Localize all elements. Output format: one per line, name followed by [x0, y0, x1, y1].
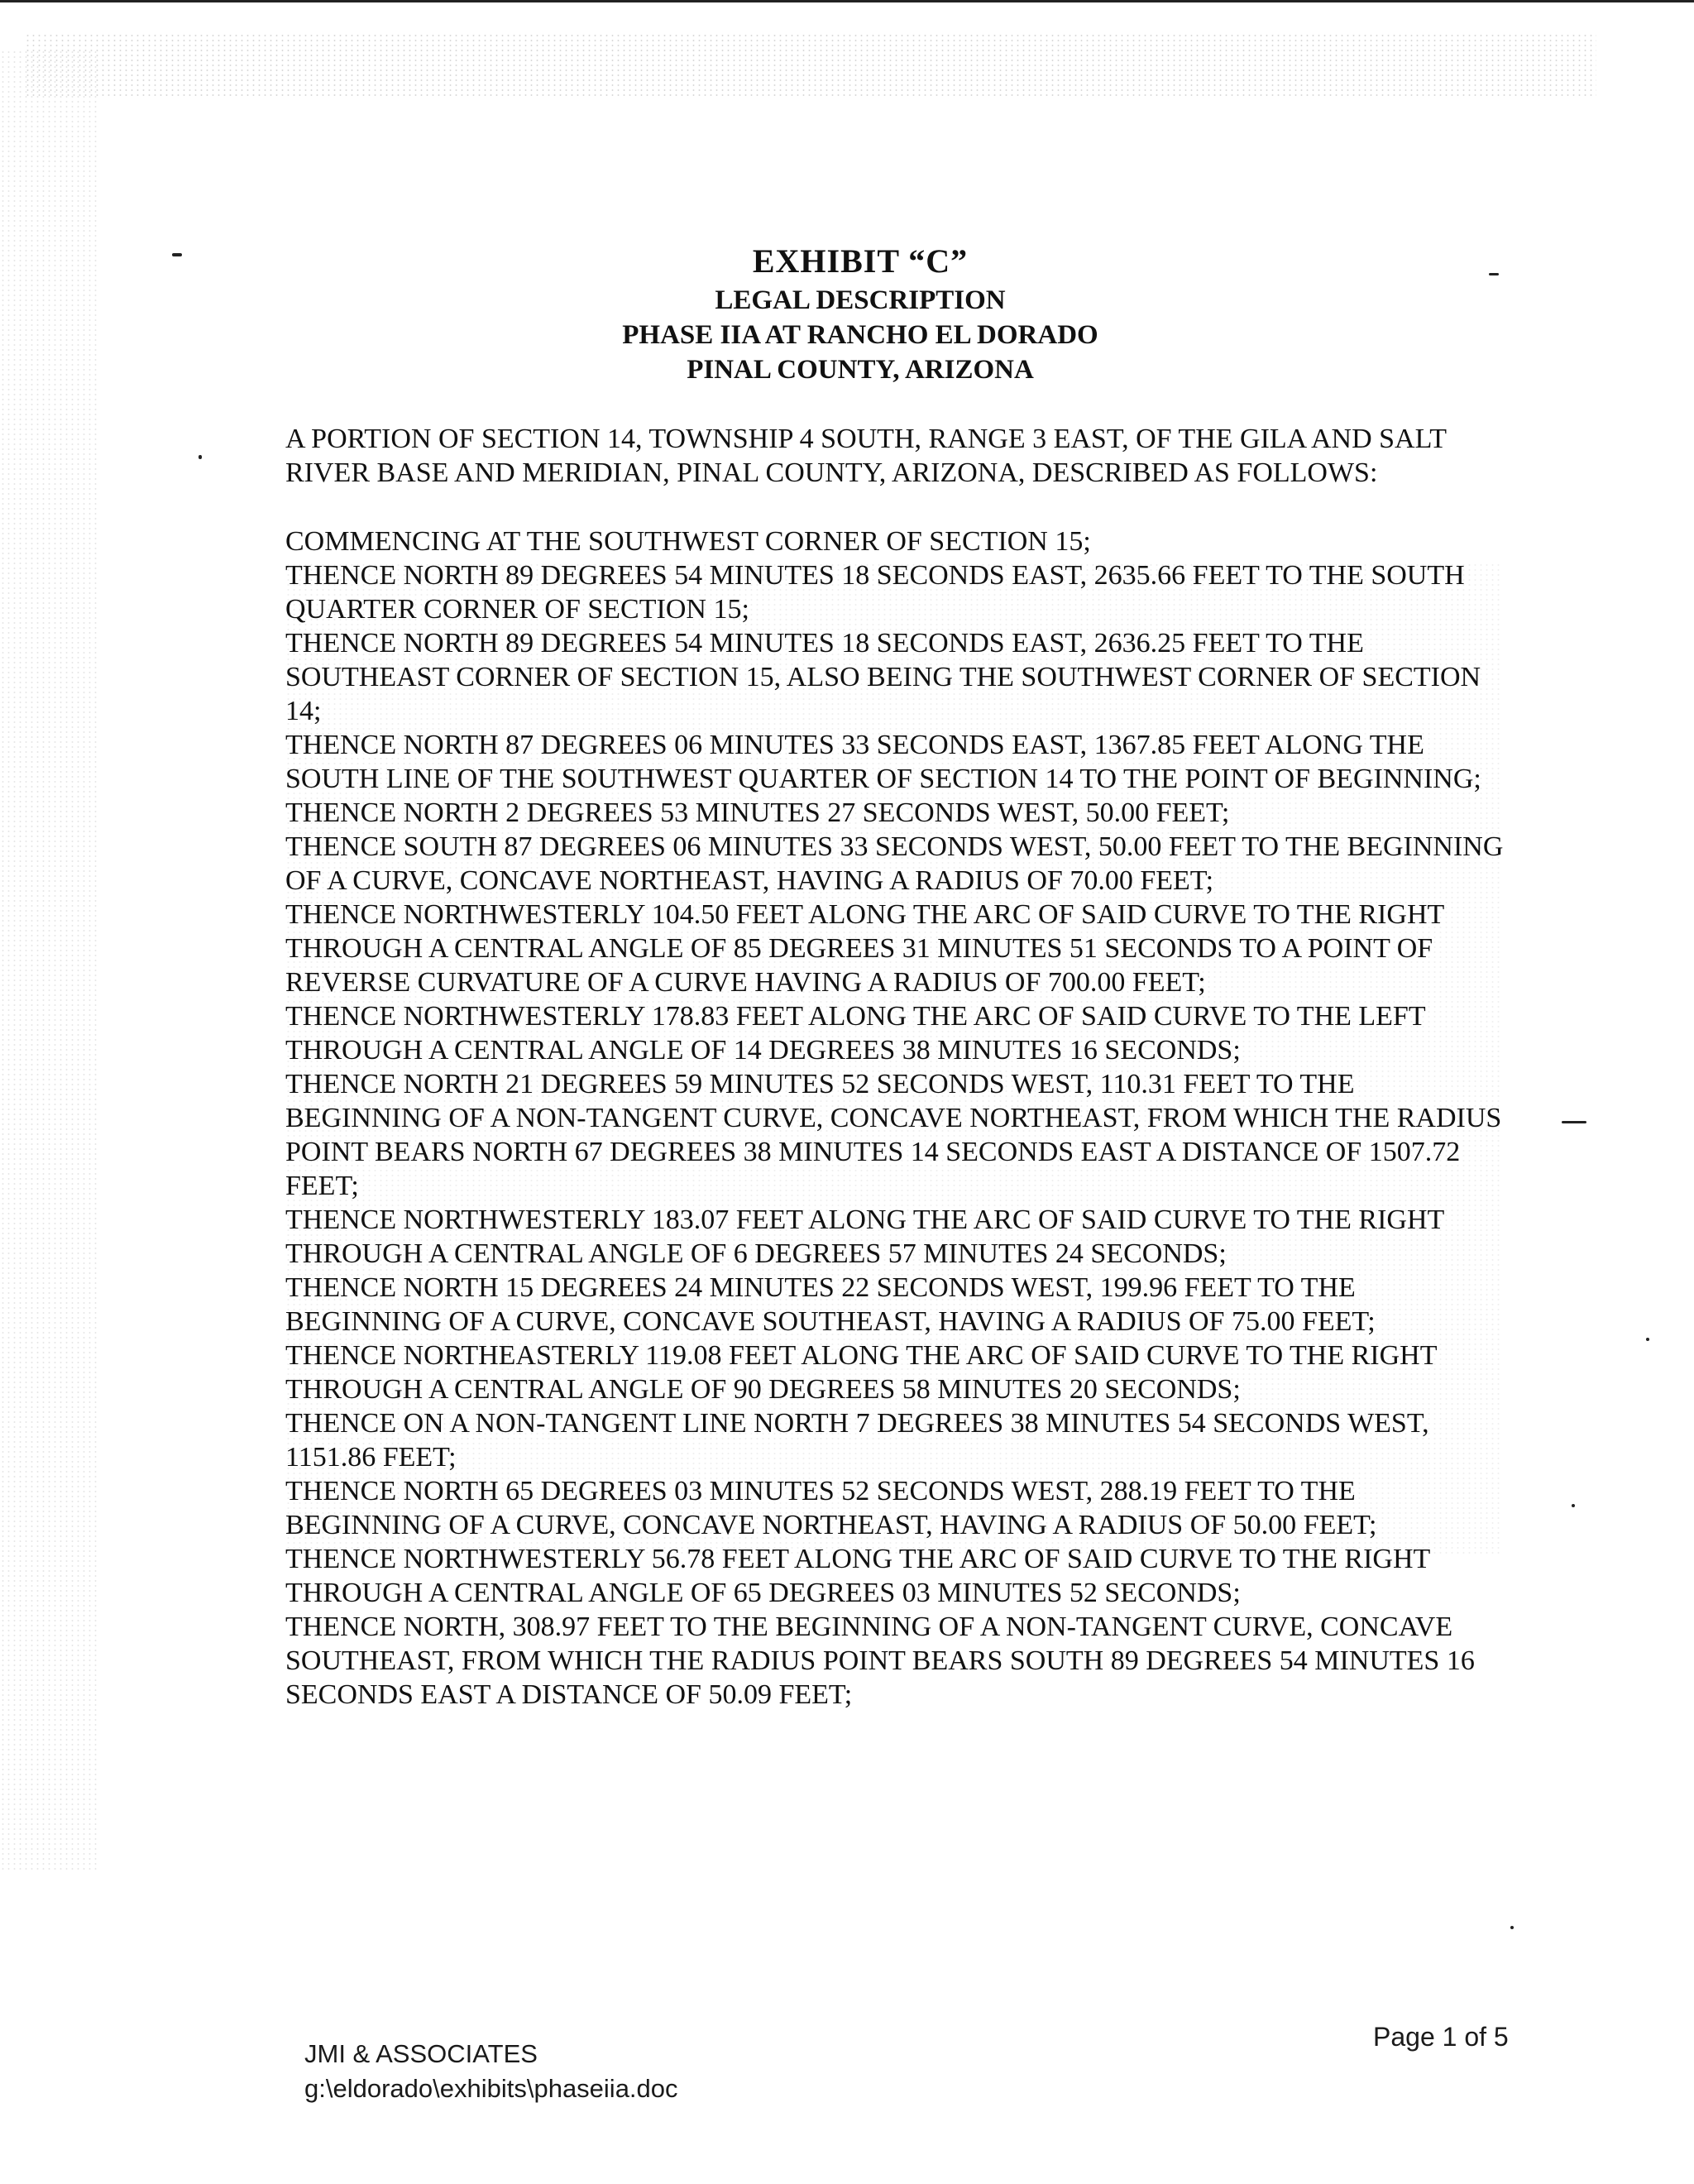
- course-line: THENCE NORTHWESTERLY 178.83 FEET ALONG THE ARC OF SAID CURVE TO THE LEFT THROUGH A CENTRAL ANGLE OF 14 DEGREES 38 MINUTES 16 SECONDS;: [285, 1001, 1425, 1066]
- document-footer: [304, 2037, 678, 2106]
- intro-paragraph: A PORTION OF SECTION 14, TOWNSHIP 4 SOUTH, RANGE 3 EAST, OF THE GILA AND SALT RIVER BASE AND MERIDIAN, PINAL COUNTY, ARIZONA, DESCRIBED AS FOLLOWS:: [285, 424, 1447, 488]
- scan-speck: [1510, 1926, 1514, 1929]
- course-line: THENCE NORTHWESTERLY 183.07 FEET ALONG THE ARC OF SAID CURVE TO THE RIGHT THROUGH A CENTRAL ANGLE OF 6 DEGREES 57 MINUTES 24 SECONDS;: [285, 1205, 1444, 1269]
- top-border-line: [0, 0, 1694, 2]
- course-line: THENCE NORTH 89 DEGREES 54 MINUTES 18 SECONDS EAST, 2636.25 FEET TO THE SOUTHEAST CORNER OF SECTION 15, ALSO BEING THE SOUTHWEST CORNER OF SECTION 14;: [285, 628, 1481, 726]
- scan-speck: [172, 253, 182, 256]
- course-list: [285, 524, 1526, 1712]
- exhibit-title: EXHIBIT “C”: [752, 242, 969, 280]
- county-heading: PINAL COUNTY, ARIZONA: [687, 355, 1034, 385]
- scan-noise-top: [25, 33, 1596, 99]
- scan-speck: [1562, 1121, 1586, 1123]
- scan-speck: [1646, 1338, 1649, 1341]
- course-line: THENCE NORTH 65 DEGREES 03 MINUTES 52 SECONDS WEST, 288.19 FEET TO THE BEGINNING OF A CURVE, CONCAVE NORTHEAST, HAVING A RADIUS OF 50.00 FEET;: [285, 1476, 1377, 1540]
- page-number: Page 1 of 5: [1373, 2022, 1509, 2052]
- course-line: COMMENCING AT THE SOUTHWEST CORNER OF SECTION 15;: [285, 526, 1091, 557]
- legal-description-heading: LEGAL DESCRIPTION: [715, 285, 1006, 315]
- company-name: JMI & ASSOCIATES: [304, 2039, 538, 2068]
- course-line: THENCE SOUTH 87 DEGREES 06 MINUTES 33 SECONDS WEST, 50.00 FEET TO THE BEGINNING OF A CURVE, CONCAVE NORTHEAST, HAVING A RADIUS OF 70.00 FEET;: [285, 831, 1504, 896]
- file-path: g:\eldorado\exhibits\phaseiia.doc: [304, 2074, 678, 2103]
- course-line: THENCE ON A NON-TANGENT LINE NORTH 7 DEGREES 38 MINUTES 54 SECONDS WEST, 1151.86 FEET;: [285, 1408, 1429, 1473]
- course-line: THENCE NORTH 89 DEGREES 54 MINUTES 18 SECONDS EAST, 2635.66 FEET TO THE SOUTH QUARTER CORNER OF SECTION 15;: [285, 560, 1465, 625]
- course-line: THENCE NORTHWESTERLY 104.50 FEET ALONG THE ARC OF SAID CURVE TO THE RIGHT THROUGH A CENTRAL ANGLE OF 85 DEGREES 31 MINUTES 51 SECONDS TO A POINT OF REVERSE CURVATURE OF A CURVE HAVING A RADIUS OF 700.00 FEET;: [285, 899, 1444, 998]
- project-heading: PHASE IIA AT RANCHO EL DORADO: [622, 320, 1098, 350]
- scan-noise-left: [0, 50, 99, 1870]
- course-line: THENCE NORTHWESTERLY 56.78 FEET ALONG THE ARC OF SAID CURVE TO THE RIGHT THROUGH A CENTRAL ANGLE OF 65 DEGREES 03 MINUTES 52 SECONDS;: [285, 1544, 1430, 1608]
- document-header: [463, 240, 1257, 387]
- course-line: THENCE NORTH 2 DEGREES 53 MINUTES 27 SECONDS WEST, 50.00 FEET;: [285, 797, 1230, 828]
- course-line: THENCE NORTHEASTERLY 119.08 FEET ALONG THE ARC OF SAID CURVE TO THE RIGHT THROUGH A CENTRAL ANGLE OF 90 DEGREES 58 MINUTES 20 SECONDS;: [285, 1340, 1437, 1405]
- course-line: THENCE NORTH 15 DEGREES 24 MINUTES 22 SECONDS WEST, 199.96 FEET TO THE BEGINNING OF A CURVE, CONCAVE SOUTHEAST, HAVING A RADIUS OF 75.00 FEET;: [285, 1272, 1376, 1337]
- course-line: THENCE NORTH 21 DEGREES 59 MINUTES 52 SECONDS WEST, 110.31 FEET TO THE BEGINNING OF A NON-TANGENT CURVE, CONCAVE NORTHEAST, FROM WHICH THE RADIUS POINT BEARS NORTH 67 DEGREES 38 MINUTES 14 SECONDS EAST A DISTANCE OF 1507.72 FEET;: [285, 1069, 1502, 1201]
- legal-description-body: [285, 422, 1526, 1712]
- course-line: THENCE NORTH, 308.97 FEET TO THE BEGINNING OF A NON-TANGENT CURVE, CONCAVE SOUTHEAST, FROM WHICH THE RADIUS POINT BEARS SOUTH 89 DEGREES 54 MINUTES 16 SECONDS EAST A DISTANCE OF 50.09 FEET;: [285, 1612, 1475, 1710]
- course-line: THENCE NORTH 87 DEGREES 06 MINUTES 33 SECONDS EAST, 1367.85 FEET ALONG THE SOUTH LINE OF THE SOUTHWEST QUARTER OF SECTION 14 TO THE POINT OF BEGINNING;: [285, 730, 1481, 794]
- scan-speck: [1489, 273, 1499, 275]
- scan-speck: [199, 455, 202, 459]
- scan-speck: [1572, 1504, 1575, 1507]
